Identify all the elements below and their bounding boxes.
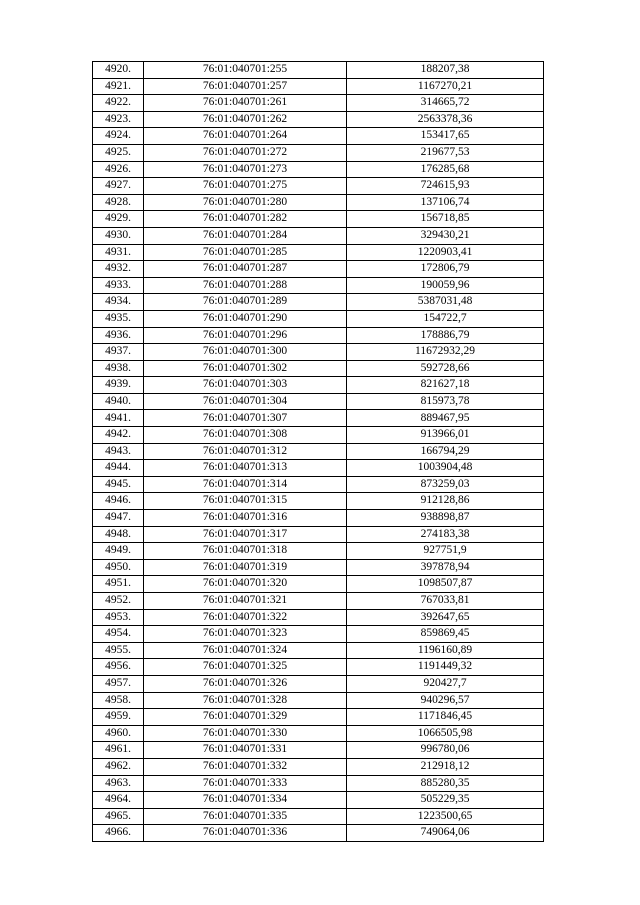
cadastral-value-cell: 1191449,32 [347, 659, 544, 676]
row-number-cell: 4926. [93, 161, 144, 178]
table-row [93, 244, 544, 261]
cadastral-value-cell: 172806,79 [347, 261, 544, 278]
table-row [93, 775, 544, 792]
table-row [93, 825, 544, 842]
row-number-cell: 4958. [93, 692, 144, 709]
cadastral-number-cell: 76:01:040701:329 [144, 709, 347, 726]
cadastral-value-cell: 749064,06 [347, 825, 544, 842]
row-number-cell: 4952. [93, 593, 144, 610]
cadastral-number-cell: 76:01:040701:326 [144, 675, 347, 692]
cadastral-number-cell: 76:01:040701:280 [144, 194, 347, 211]
table-row [93, 742, 544, 759]
cadastral-value-cell: 188207,38 [347, 62, 544, 79]
row-number-cell: 4941. [93, 410, 144, 427]
cadastral-number-cell: 76:01:040701:273 [144, 161, 347, 178]
table-row [93, 128, 544, 145]
row-number-cell: 4921. [93, 78, 144, 95]
cadastral-value-cell: 885280,35 [347, 775, 544, 792]
row-number-cell: 4964. [93, 792, 144, 809]
table-row [93, 427, 544, 444]
row-number-cell: 4931. [93, 244, 144, 261]
table-row [93, 194, 544, 211]
cadastral-value-cell: 190059,96 [347, 277, 544, 294]
cadastral-number-cell: 76:01:040701:322 [144, 609, 347, 626]
table-row [93, 294, 544, 311]
cadastral-number-cell: 76:01:040701:318 [144, 543, 347, 560]
row-number-cell: 4963. [93, 775, 144, 792]
cadastral-number-cell: 76:01:040701:333 [144, 775, 347, 792]
table-row [93, 709, 544, 726]
cadastral-value-cell: 996780,06 [347, 742, 544, 759]
table-row [93, 327, 544, 344]
cadastral-number-cell: 76:01:040701:316 [144, 510, 347, 527]
cadastral-value-cell: 1066505,98 [347, 725, 544, 742]
table-row [93, 95, 544, 112]
cadastral-value-cell: 859869,45 [347, 626, 544, 643]
table-row [93, 675, 544, 692]
cadastral-value-cell: 920427,7 [347, 675, 544, 692]
row-number-cell: 4944. [93, 460, 144, 477]
cadastral-number-cell: 76:01:040701:315 [144, 493, 347, 510]
cadastral-number-cell: 76:01:040701:332 [144, 758, 347, 775]
table-row [93, 377, 544, 394]
cadastral-value-cell: 724615,93 [347, 178, 544, 195]
cadastral-number-cell: 76:01:040701:303 [144, 377, 347, 394]
row-number-cell: 4945. [93, 476, 144, 493]
cadastral-value-cell: 219677,53 [347, 144, 544, 161]
cadastral-number-cell: 76:01:040701:314 [144, 476, 347, 493]
cadastral-number-cell: 76:01:040701:289 [144, 294, 347, 311]
cadastral-number-cell: 76:01:040701:321 [144, 593, 347, 610]
table-row [93, 609, 544, 626]
table-row [93, 261, 544, 278]
cadastral-number-cell: 76:01:040701:330 [144, 725, 347, 742]
cadastral-number-cell: 76:01:040701:312 [144, 443, 347, 460]
cadastral-value-cell: 1171846,45 [347, 709, 544, 726]
cadastral-value-cell: 912128,86 [347, 493, 544, 510]
table-row [93, 460, 544, 477]
cadastral-value-cell: 397878,94 [347, 559, 544, 576]
cadastral-value-cell: 1223500,65 [347, 808, 544, 825]
row-number-cell: 4962. [93, 758, 144, 775]
row-number-cell: 4924. [93, 128, 144, 145]
cadastral-number-cell: 76:01:040701:328 [144, 692, 347, 709]
row-number-cell: 4949. [93, 543, 144, 560]
cadastral-number-cell: 76:01:040701:300 [144, 344, 347, 361]
cadastral-number-cell: 76:01:040701:296 [144, 327, 347, 344]
cadastral-value-cell: 1220903,41 [347, 244, 544, 261]
cadastral-value-cell: 156718,85 [347, 211, 544, 228]
cadastral-number-cell: 76:01:040701:285 [144, 244, 347, 261]
row-number-cell: 4923. [93, 111, 144, 128]
table-body [93, 62, 544, 842]
cadastral-number-cell: 76:01:040701:262 [144, 111, 347, 128]
row-number-cell: 4965. [93, 808, 144, 825]
table-row [93, 161, 544, 178]
cadastral-value-cell: 2563378,36 [347, 111, 544, 128]
cadastral-value-cell: 392647,65 [347, 609, 544, 626]
row-number-cell: 4920. [93, 62, 144, 79]
cadastral-value-cell: 1196160,89 [347, 642, 544, 659]
row-number-cell: 4959. [93, 709, 144, 726]
row-number-cell: 4922. [93, 95, 144, 112]
cadastral-number-cell: 76:01:040701:264 [144, 128, 347, 145]
cadastral-value-cell: 1167270,21 [347, 78, 544, 95]
table-row [93, 344, 544, 361]
cadastral-value-cell: 153417,65 [347, 128, 544, 145]
cadastral-value-cell: 815973,78 [347, 393, 544, 410]
cadastral-value-cell: 5387031,48 [347, 294, 544, 311]
cadastral-number-cell: 76:01:040701:336 [144, 825, 347, 842]
cadastral-value-cell: 329430,21 [347, 227, 544, 244]
cadastral-value-cell: 176285,68 [347, 161, 544, 178]
row-number-cell: 4930. [93, 227, 144, 244]
table-row [93, 360, 544, 377]
table-row [93, 62, 544, 79]
row-number-cell: 4929. [93, 211, 144, 228]
table-row [93, 144, 544, 161]
table-row [93, 393, 544, 410]
table-row [93, 78, 544, 95]
cadastral-number-cell: 76:01:040701:284 [144, 227, 347, 244]
cadastral-number-cell: 76:01:040701:307 [144, 410, 347, 427]
cadastral-value-cell: 821627,18 [347, 377, 544, 394]
table-row [93, 410, 544, 427]
cadastral-number-cell: 76:01:040701:272 [144, 144, 347, 161]
cadastral-value-cell: 166794,29 [347, 443, 544, 460]
row-number-cell: 4953. [93, 609, 144, 626]
cadastral-value-cell: 889467,95 [347, 410, 544, 427]
row-number-cell: 4940. [93, 393, 144, 410]
row-number-cell: 4927. [93, 178, 144, 195]
table-row [93, 443, 544, 460]
cadastral-number-cell: 76:01:040701:335 [144, 808, 347, 825]
row-number-cell: 4956. [93, 659, 144, 676]
cadastral-number-cell: 76:01:040701:319 [144, 559, 347, 576]
cadastral-value-cell: 767033,81 [347, 593, 544, 610]
cadastral-value-cell: 314665,72 [347, 95, 544, 112]
table-row [93, 510, 544, 527]
cadastral-value-cell: 1098507,87 [347, 576, 544, 593]
table-row [93, 310, 544, 327]
cadastral-number-cell: 76:01:040701:302 [144, 360, 347, 377]
row-number-cell: 4938. [93, 360, 144, 377]
cadastral-value-cell: 505229,35 [347, 792, 544, 809]
table-row [93, 792, 544, 809]
cadastral-number-cell: 76:01:040701:308 [144, 427, 347, 444]
row-number-cell: 4948. [93, 526, 144, 543]
row-number-cell: 4954. [93, 626, 144, 643]
row-number-cell: 4932. [93, 261, 144, 278]
cadastral-number-cell: 76:01:040701:255 [144, 62, 347, 79]
cadastral-value-cell: 938898,87 [347, 510, 544, 527]
row-number-cell: 4942. [93, 427, 144, 444]
cadastral-number-cell: 76:01:040701:325 [144, 659, 347, 676]
table-row [93, 659, 544, 676]
cadastral-number-cell: 76:01:040701:304 [144, 393, 347, 410]
row-number-cell: 4939. [93, 377, 144, 394]
cadastral-value-cell: 274183,38 [347, 526, 544, 543]
cadastral-number-cell: 76:01:040701:287 [144, 261, 347, 278]
table-row [93, 493, 544, 510]
table-row [93, 111, 544, 128]
table-row [93, 526, 544, 543]
table-row [93, 576, 544, 593]
table-row [93, 808, 544, 825]
cadastral-number-cell: 76:01:040701:290 [144, 310, 347, 327]
row-number-cell: 4928. [93, 194, 144, 211]
table-row [93, 227, 544, 244]
row-number-cell: 4943. [93, 443, 144, 460]
cadastral-number-cell: 76:01:040701:334 [144, 792, 347, 809]
table-row [93, 626, 544, 643]
table-row [93, 758, 544, 775]
cadastral-number-cell: 76:01:040701:275 [144, 178, 347, 195]
cadastral-number-cell: 76:01:040701:257 [144, 78, 347, 95]
cadastral-number-cell: 76:01:040701:282 [144, 211, 347, 228]
table-row [93, 559, 544, 576]
cadastral-value-cell: 1003904,48 [347, 460, 544, 477]
row-number-cell: 4960. [93, 725, 144, 742]
row-number-cell: 4950. [93, 559, 144, 576]
cadastral-value-cell: 873259,03 [347, 476, 544, 493]
cadastral-number-cell: 76:01:040701:323 [144, 626, 347, 643]
row-number-cell: 4951. [93, 576, 144, 593]
row-number-cell: 4937. [93, 344, 144, 361]
cadastral-number-cell: 76:01:040701:288 [144, 277, 347, 294]
cadastral-value-cell: 212918,12 [347, 758, 544, 775]
table-row [93, 725, 544, 742]
row-number-cell: 4946. [93, 493, 144, 510]
cadastral-number-cell: 76:01:040701:261 [144, 95, 347, 112]
cadastral-number-cell: 76:01:040701:331 [144, 742, 347, 759]
cadastral-value-cell: 154722,7 [347, 310, 544, 327]
cadastral-value-cell: 940296,57 [347, 692, 544, 709]
table-row [93, 476, 544, 493]
row-number-cell: 4966. [93, 825, 144, 842]
cadastral-number-cell: 76:01:040701:317 [144, 526, 347, 543]
cadastral-value-cell: 137106,74 [347, 194, 544, 211]
row-number-cell: 4961. [93, 742, 144, 759]
cadastral-value-cell: 11672932,29 [347, 344, 544, 361]
cadastral-value-cell: 592728,66 [347, 360, 544, 377]
row-number-cell: 4935. [93, 310, 144, 327]
cadastral-number-cell: 76:01:040701:320 [144, 576, 347, 593]
cadastral-number-cell: 76:01:040701:313 [144, 460, 347, 477]
row-number-cell: 4934. [93, 294, 144, 311]
table-row [93, 642, 544, 659]
cadastral-value-table [92, 61, 544, 842]
table-row [93, 211, 544, 228]
cadastral-value-cell: 178886,79 [347, 327, 544, 344]
cadastral-number-cell: 76:01:040701:324 [144, 642, 347, 659]
row-number-cell: 4955. [93, 642, 144, 659]
table-row [93, 178, 544, 195]
cadastral-value-cell: 913966,01 [347, 427, 544, 444]
cadastral-value-cell: 927751,9 [347, 543, 544, 560]
row-number-cell: 4925. [93, 144, 144, 161]
table-row [93, 543, 544, 560]
row-number-cell: 4947. [93, 510, 144, 527]
row-number-cell: 4957. [93, 675, 144, 692]
table-row [93, 692, 544, 709]
row-number-cell: 4933. [93, 277, 144, 294]
table-row [93, 277, 544, 294]
row-number-cell: 4936. [93, 327, 144, 344]
table-row [93, 593, 544, 610]
